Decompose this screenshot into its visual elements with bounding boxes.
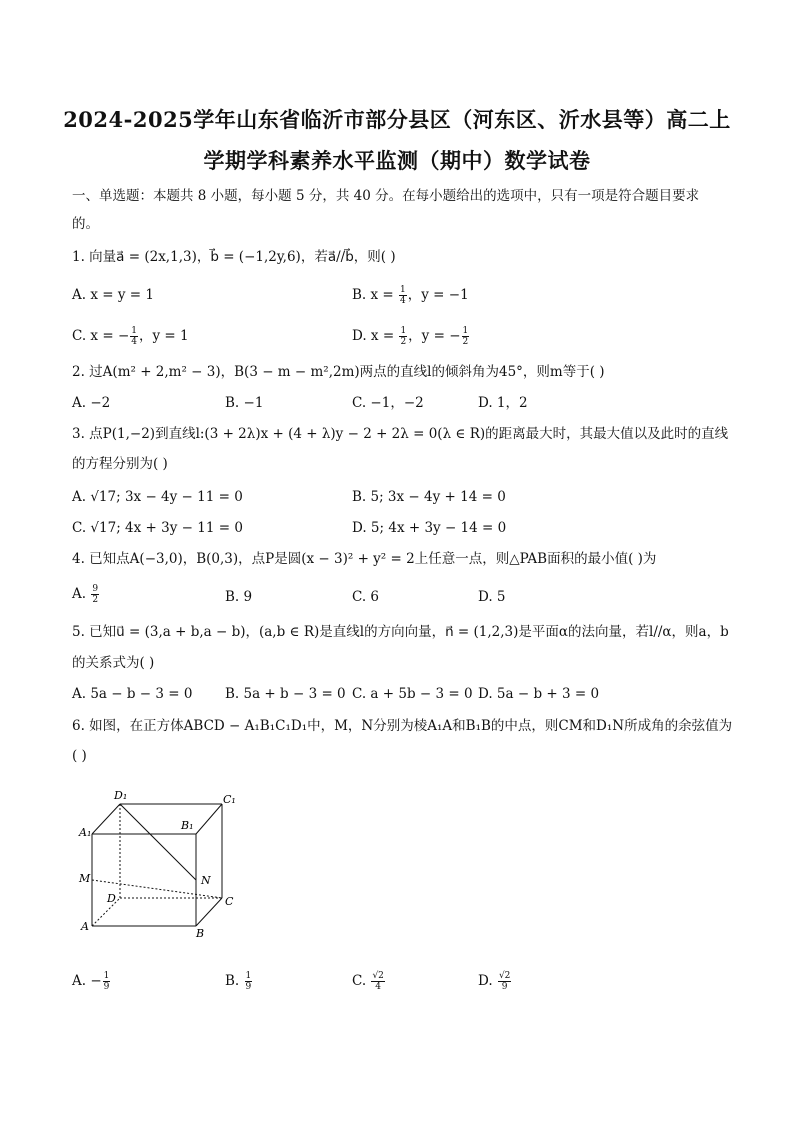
q6d-pre: D. (478, 973, 497, 989)
q6b-den: 9 (245, 982, 252, 992)
question-3-option-d: D. 5; 4x + 3y − 14 = 0 (352, 520, 507, 536)
question-3-stem-cont: 的方程分别为( ) (72, 456, 168, 472)
q1d-den2: 2 (462, 337, 469, 347)
q6c-pre: C. (352, 973, 371, 989)
question-5-option-a: A. 5a − b − 3 = 0 (72, 686, 193, 702)
label-c1: C₁ (223, 793, 236, 806)
question-3-option-a: A. √17; 3x − 4y − 11 = 0 (72, 489, 243, 505)
label-n: N (201, 874, 211, 887)
q1b-post: ，y = −1 (407, 287, 469, 303)
question-4-option-c: C. 6 (352, 589, 380, 605)
question-3-option-c: C. √17; 4x + 3y − 11 = 0 (72, 520, 243, 536)
question-4-option-a (72, 584, 100, 605)
question-5-stem-cont: 的关系式为( ) (72, 655, 155, 671)
question-6-option-d (478, 971, 512, 992)
q1d-den: 2 (400, 337, 407, 347)
question-1-option-a: A. x = y = 1 (72, 287, 154, 303)
q1d-pre: D. x = (352, 328, 399, 344)
q1b-pre: B. x = (352, 287, 399, 303)
q1d-fraction-1 (399, 326, 407, 347)
edge-bc (196, 898, 222, 926)
question-2-option-a: A. −2 (72, 395, 111, 411)
q1c-post: ，y = 1 (138, 328, 189, 344)
question-1-option-d (352, 326, 470, 347)
question-2-stem: 2. 过A(m² + 2,m² − 3)，B(3 − m − m²,2m)两点的直线l的倾斜角为45°，则m等于( ) (72, 364, 605, 380)
question-1-stem: 1. 向量a⃗ = (2x,1,3)，b⃗ = (−1,2y,6)，若a⃗//b⃗，则( ) (72, 249, 396, 265)
q6b-fraction (245, 971, 253, 992)
q1c-den: 4 (131, 337, 137, 347)
question-6-stem: 6. 如图，在正方体ABCD − A₁B₁C₁D₁中，M，N分别为棱A₁A和B₁B的中点，则CM和D₁N所成角的余弦值为 (72, 718, 733, 734)
q6d-fraction (498, 971, 511, 992)
q4a-fraction (91, 584, 99, 605)
q1d-num: 1 (400, 326, 407, 336)
question-5-option-c: C. a + 5b − 3 = 0 (352, 686, 473, 702)
question-4-stem: 4. 已知点A(−3,0)，B(0,3)，点P是圆(x − 3)² + y² = 2上任意一点，则△PAB面积的最小值( )为 (72, 551, 657, 567)
label-a1: A₁ (79, 826, 92, 839)
q6a-pre: A. − (72, 973, 102, 989)
q4a-pre: A. (72, 586, 91, 602)
label-c: C (225, 895, 234, 908)
label-a: A (81, 920, 89, 933)
question-4-option-d: D. 5 (478, 589, 506, 605)
question-2-option-b: B. −1 (225, 395, 264, 411)
exam-title-line-2: 学期学科素养水平监测（期中）数学试卷 (203, 148, 591, 173)
exam-title-line-1: 2024-2025学年山东省临沂市部分县区（河东区、沂水县等）高二上 (63, 107, 731, 132)
question-6-option-c (352, 971, 386, 992)
edge-a1d1 (92, 804, 120, 834)
q1c-fraction (130, 326, 138, 347)
edge-b1c1 (196, 804, 222, 834)
label-b: B (196, 927, 205, 938)
q4a-den: 2 (92, 595, 99, 605)
question-4-option-b: B. 9 (225, 589, 253, 605)
question-5-option-d: D. 5a − b + 3 = 0 (478, 686, 600, 702)
q6a-num: 1 (103, 971, 110, 981)
q1c-num: 1 (131, 326, 137, 336)
question-2-option-c: C. −1，−2 (352, 395, 424, 411)
q6b-pre: B. (225, 973, 244, 989)
question-6-option-b (225, 971, 253, 992)
label-b1: B₁ (181, 819, 194, 832)
q1b-fraction (399, 285, 407, 306)
q1d-num2: 1 (462, 326, 469, 336)
q6c-fraction (371, 971, 384, 992)
label-d: D (107, 892, 116, 905)
question-2-option-d: D. 1，2 (478, 395, 528, 411)
q1b-den: 4 (400, 296, 406, 306)
section-heading: 一、单选题：本题共 8 小题，每小题 5 分，共 40 分。在每小题给出的选项中，只有一项是符合题目要求 (72, 188, 700, 204)
q6b-num: 1 (245, 971, 252, 981)
question-5-stem: 5. 已知u⃗ = (3,a + b,a − b)，(a,b ∈ R)是直线l的方向向量，n⃗ = (1,2,3)是平面α的法向量，若l//α，则a，b (72, 624, 729, 640)
question-6-option-a (72, 971, 111, 992)
question-6-stem-cont: ( ) (72, 748, 87, 764)
label-d1: D₁ (114, 789, 128, 802)
segment-d1n (120, 804, 196, 880)
question-1-option-c (72, 326, 189, 347)
question-3-stem: 3. 点P(1,−2)到直线l:(3 + 2λ)x + (4 + λ)y − 2 + 2λ = 0(λ ∈ R)的距离最大时，其最大值以及此时的直线 (72, 426, 729, 442)
q1c-pre: C. x = − (72, 328, 130, 344)
q6c-den: 4 (375, 982, 382, 992)
q1b-num: 1 (400, 285, 406, 295)
question-1-option-b (352, 285, 469, 306)
question-3-option-b: B. 5; 3x − 4y + 14 = 0 (352, 489, 506, 505)
section-heading-cont: 的。 (72, 216, 99, 232)
q1d-fraction-2 (462, 326, 470, 347)
cube-figure (78, 786, 238, 938)
q6a-fraction (103, 971, 111, 992)
q6a-den: 9 (103, 982, 110, 992)
question-5-option-b: B. 5a + b − 3 = 0 (225, 686, 346, 702)
q6d-den: 9 (501, 982, 508, 992)
q4a-num: 9 (92, 584, 99, 594)
q1d-mid: ，y = − (408, 328, 461, 344)
q6c-num: √2 (372, 971, 384, 981)
label-m: M (79, 872, 91, 885)
q6d-num: √2 (498, 971, 511, 981)
